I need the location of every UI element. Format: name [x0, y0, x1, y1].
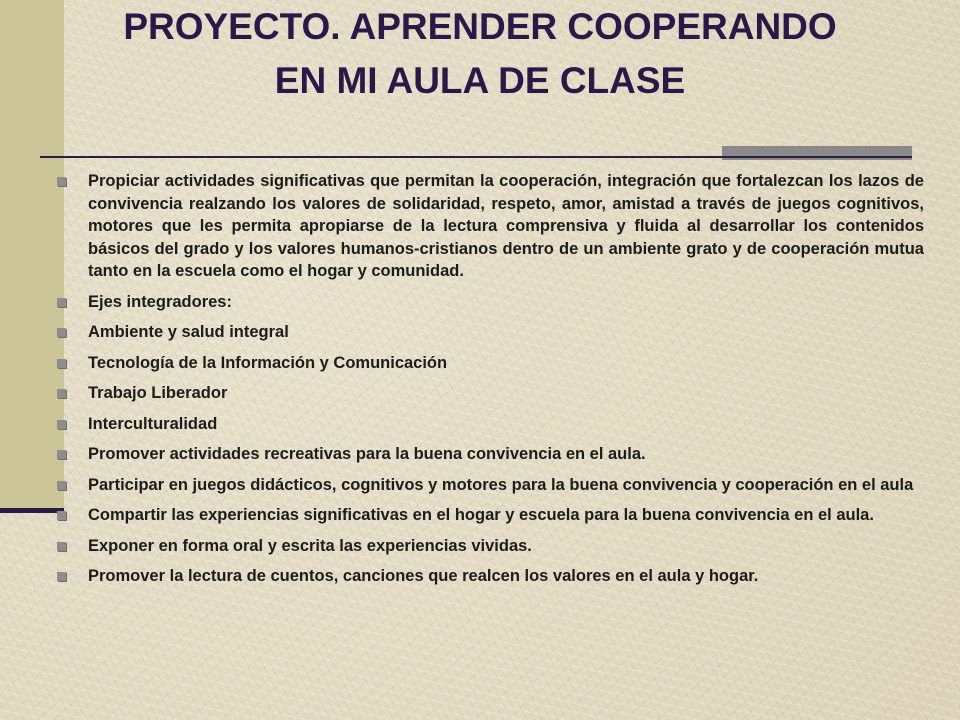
bullet-item [52, 321, 924, 344]
bullet-item [52, 382, 924, 405]
bullet-text: Tecnología de la Información y Comunicación [88, 353, 448, 372]
bullet-text: Propiciar actividades significativas que permitan la cooperación, integración que fortalezcan los lazos de convivencia realzando los valores de solidaridad, respeto, amor, amistad a través de juegos cognitivos, motores que les permita apropiarse de la lectura comprensiva y fluida al desarrollar los contenidos básicos del grado y los valores humanos-cristianos dentro de un ambiente grato y de cooperación mutua tanto en la escuela como el hogar y comunidad. [88, 172, 924, 280]
square-bullet-icon [57, 328, 66, 337]
square-bullet-icon [57, 298, 66, 307]
bullet-text: Promover actividades recreativas para la buena convivencia en el aula. [88, 445, 646, 463]
bullet-item [52, 535, 924, 558]
square-bullet-icon [57, 450, 66, 459]
square-bullet-icon [57, 511, 66, 520]
bullet-text: Interculturalidad [88, 414, 218, 433]
slide-title-line-1: PROYECTO. APRENDER COOPERANDO [123, 6, 837, 47]
bullet-text: Compartir las experiencias significativas en el hogar y escuela para la buena convivencia en el aula. [88, 506, 874, 524]
bullet-item [52, 565, 924, 588]
square-bullet-icon [57, 177, 66, 186]
bullet-text: Ejes integradores: [88, 292, 232, 311]
slide-title [60, 0, 900, 108]
bullet-item [52, 474, 924, 497]
bullet-text: Promover la lectura de cuentos, canciones que realcen los valores en el aula y hogar. [88, 567, 759, 585]
bullet-item [52, 413, 924, 436]
bullet-item [52, 443, 924, 466]
title-divider [40, 156, 912, 158]
square-bullet-icon [57, 420, 66, 429]
square-bullet-icon [57, 572, 66, 581]
bullet-list [52, 170, 924, 596]
bullet-item [52, 170, 924, 283]
bullet-text: Exponer en forma oral y escrita las experiencias vividas. [88, 536, 532, 555]
square-bullet-icon [57, 389, 66, 398]
bullet-text: Ambiente y salud integral [88, 323, 289, 341]
bullet-item [52, 291, 924, 314]
bullet-item [52, 504, 924, 527]
bullet-text: Trabajo Liberador [88, 384, 228, 402]
square-bullet-icon [57, 542, 66, 551]
square-bullet-icon [57, 481, 66, 490]
square-bullet-icon [57, 359, 66, 368]
bullet-item [52, 352, 924, 375]
bullet-text: Participar en juegos didácticos, cognitivos y motores para la buena convivencia y cooperación en el aula [88, 475, 914, 494]
slide-title-line-2: EN MI AULA DE CLASE [274, 60, 686, 101]
